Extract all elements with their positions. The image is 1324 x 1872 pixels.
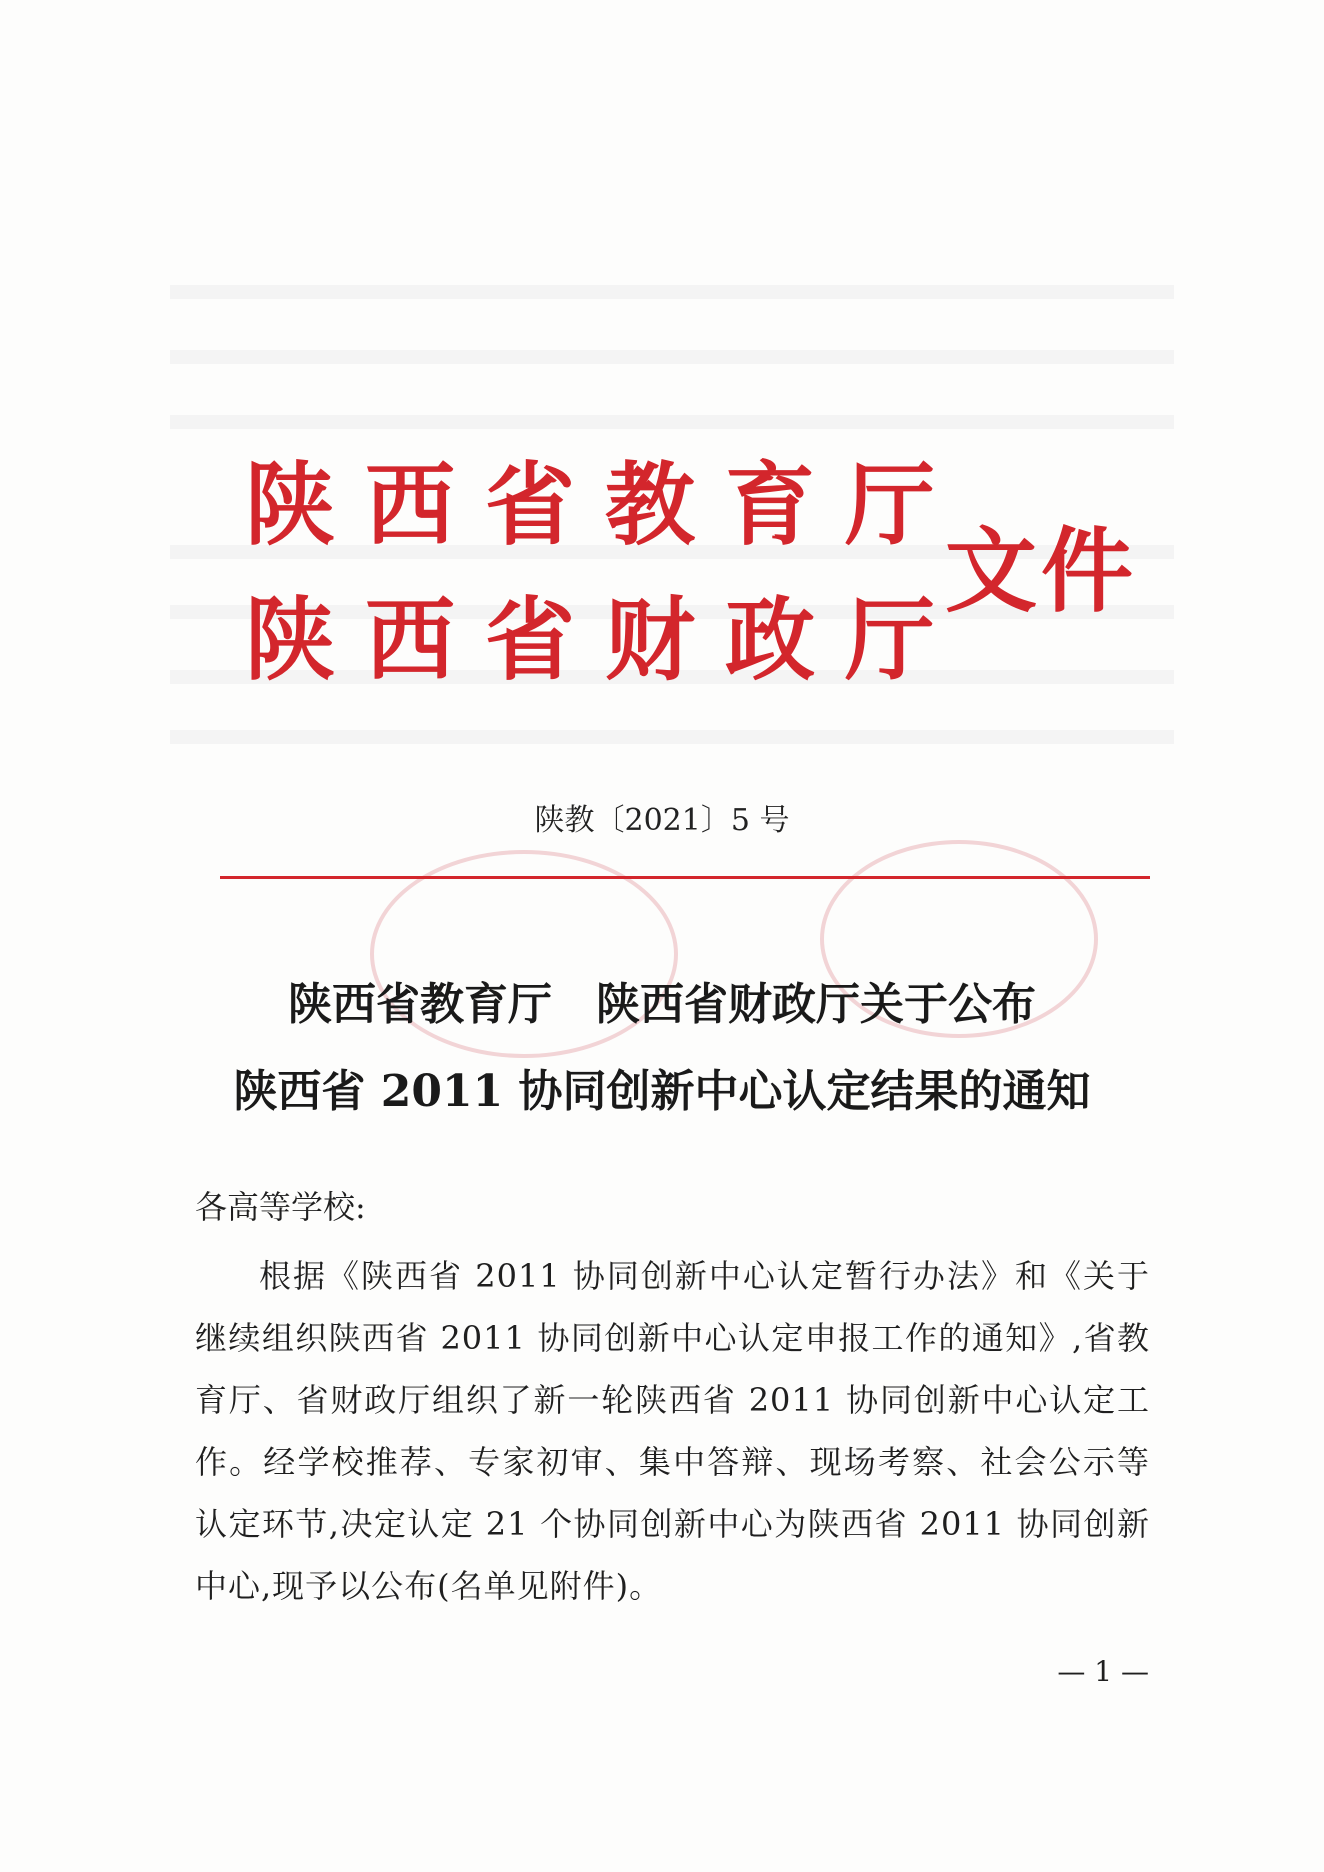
notice-title-line2: 陕西省 2011 协同创新中心认定结果的通知 [233,1066,1091,1117]
issuer-education-dept: 陕西省教育厅 [245,452,965,558]
body-paragraph: 根据《陕西省 2011 协同创新中心认定暂行办法》和《关于继续组织陕西省 2011 协同创新中心认定申报工作的通知》,省教育厅、省财政厅组织了新一轮陕西省 2011 协同创新中心认定工作。经学校推荐、专家初审、集中答辩、现场考察、社会公示等认定环节,决定认定 21 个协同创新中心为陕西省 2011 协同创新中心,现予以公布(名单见附件)。 [195,1257,1150,1605]
bleed-through-mark [170,730,1174,744]
bleed-through-mark [170,285,1174,299]
red-header [245,450,1145,710]
page-number: — 1 — [1057,1655,1149,1688]
notice-title-line1: 陕西省教育厅 陕西省财政厅关于公布 [288,979,1036,1030]
bleed-through-mark [170,415,1174,429]
red-separator-line [220,876,1150,879]
issuer-finance-dept: 陕西省财政厅 [245,587,965,693]
document-number: 陕教〔2021〕5 号 [534,803,790,838]
salutation: 各高等学校: [195,1188,366,1226]
document-label: 文件 [945,517,1138,625]
bleed-through-mark [170,350,1174,364]
